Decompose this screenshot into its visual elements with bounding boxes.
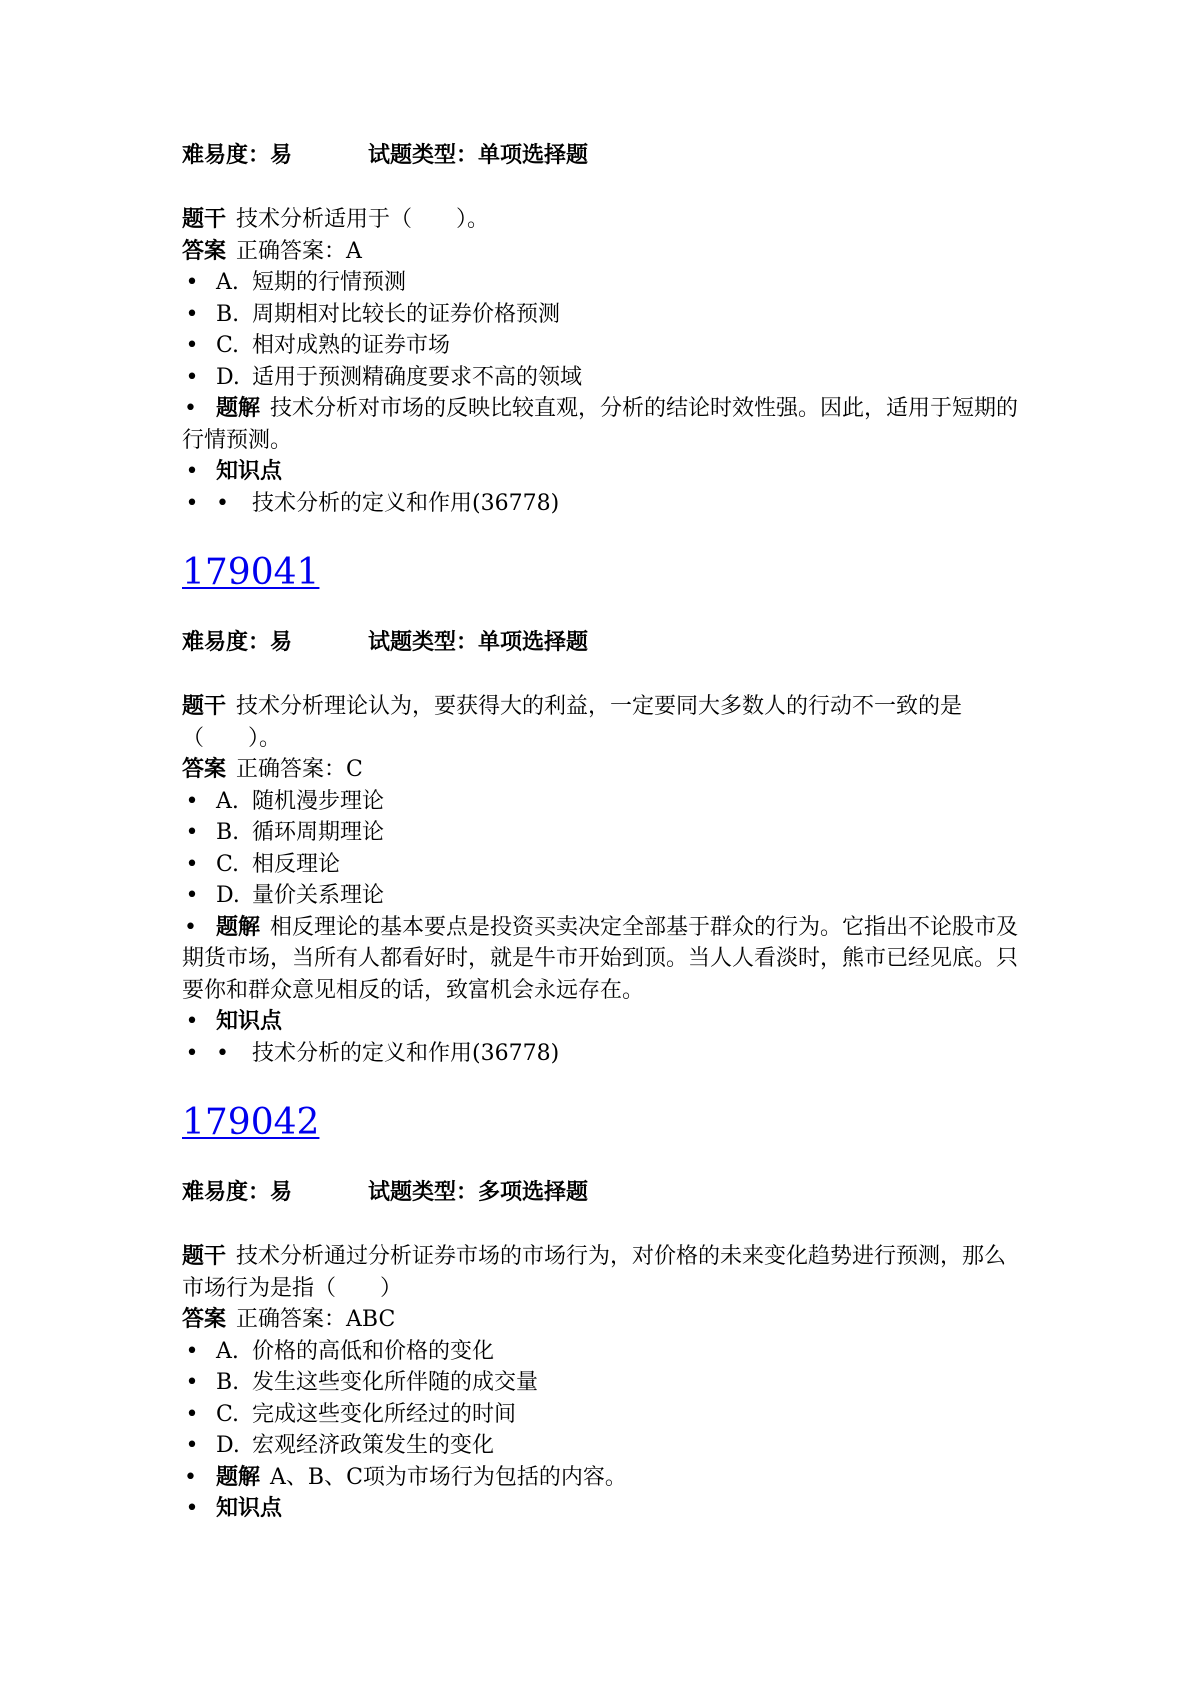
kp-label: 知识点	[216, 1496, 283, 1521]
explanation	[182, 393, 1022, 456]
explanation	[182, 1462, 1022, 1494]
question-block	[182, 1099, 1022, 1525]
option-item	[182, 267, 1022, 299]
explain-label: 题解	[216, 1464, 261, 1490]
question-block	[182, 140, 1022, 519]
sub-bullet-icon: •	[216, 490, 229, 516]
explain-label: 题解	[216, 396, 261, 421]
question-meta	[182, 140, 1022, 172]
explain-text: 技术分析对市场的反映比较直观，分析的结论时效性强。因此，适用于短期的行情预测。	[182, 396, 1019, 453]
knowledge-point-header	[182, 1493, 1022, 1525]
option-letter: C.	[216, 333, 240, 358]
difficulty-label: 难易度：	[182, 630, 271, 655]
type-value: 单项选择题	[478, 143, 589, 168]
question-stem	[182, 204, 1022, 236]
difficulty-value: 易	[270, 1180, 293, 1205]
stem-text: 技术分析适用于（ ）。	[236, 207, 490, 232]
bullet-icon: •	[184, 1464, 197, 1490]
option-text: 短期的行情预测	[252, 270, 407, 295]
option-text: 完成这些变化所经过的时间	[252, 1401, 517, 1427]
answer-label: 答案	[182, 1307, 227, 1332]
bullet-icon: •	[185, 1370, 199, 1395]
bullet-icon: •	[185, 1496, 199, 1521]
question-id	[182, 549, 1022, 597]
type-label: 试题类型：	[368, 1180, 479, 1205]
option-letter: D.	[216, 364, 240, 390]
option-text: 适用于预测精确度要求不高的领域	[252, 364, 583, 390]
bullet-icon: •	[185, 301, 199, 327]
option-letter: B.	[216, 1370, 240, 1395]
knowledge-point-item	[182, 1038, 1022, 1070]
kp-label: 知识点	[216, 1009, 283, 1034]
sub-bullet-icon: •	[216, 1040, 229, 1066]
option-item	[182, 849, 1022, 881]
bullet-icon: •	[185, 788, 199, 814]
answer-line	[182, 754, 1022, 786]
option-text: 相对成熟的证券市场	[252, 333, 451, 358]
kp-text: 技术分析的定义和作用(36778)	[252, 490, 560, 516]
question-meta	[182, 1177, 1022, 1209]
answer-text: 正确答案：C	[236, 757, 363, 782]
option-text: 相反理论	[252, 851, 341, 877]
option-letter: A.	[216, 1338, 239, 1364]
bullet-icon: •	[185, 851, 199, 877]
option-text: 量价关系理论	[252, 883, 385, 908]
bullet-icon: •	[184, 396, 197, 421]
bullet-icon: •	[185, 1401, 199, 1427]
option-item	[182, 1336, 1022, 1368]
explanation	[182, 912, 1022, 1007]
bullet-icon: •	[185, 883, 199, 908]
question-id-link[interactable]: 179042	[182, 1102, 320, 1143]
question-id	[182, 1099, 1022, 1147]
option-item	[182, 330, 1022, 362]
option-letter: B.	[216, 301, 240, 327]
knowledge-point-item	[182, 488, 1022, 520]
bullet-icon: •	[184, 914, 197, 940]
option-letter: B.	[216, 820, 240, 845]
option-item	[182, 786, 1022, 818]
knowledge-point-header	[182, 1006, 1022, 1038]
bullet-icon: •	[185, 1338, 199, 1364]
answer-text: 正确答案：A	[236, 238, 362, 264]
option-item	[182, 1367, 1022, 1399]
bullet-icon: •	[185, 364, 199, 390]
type-label: 试题类型：	[368, 630, 479, 655]
answer-line	[182, 1304, 1022, 1336]
option-item	[182, 362, 1022, 394]
bullet-icon: •	[185, 820, 199, 845]
explain-text: 相反理论的基本要点是投资买卖决定全部基于群众的行为。它指出不论股市及期货市场，当所有人都看好时，就是牛市开始到顶。当人人看淡时，熊市已经见底。只要你和群众意见相反的话，致富机会永远存在。	[182, 914, 1019, 1003]
option-text: 发生这些变化所伴随的成交量	[252, 1370, 539, 1395]
option-text: 随机漫步理论	[252, 788, 385, 814]
option-item	[182, 1430, 1022, 1462]
difficulty-value: 易	[270, 630, 293, 655]
question-stem	[182, 1241, 1022, 1304]
explain-text: A、B、C项为市场行为包括的内容。	[270, 1464, 627, 1490]
question-id-link[interactable]: 179041	[182, 552, 320, 593]
document-page	[182, 140, 1022, 1525]
option-letter: D.	[216, 883, 240, 908]
difficulty-label: 难易度：	[182, 1180, 271, 1205]
option-text: 宏观经济政策发生的变化	[252, 1433, 495, 1458]
answer-line	[182, 236, 1022, 268]
option-item	[182, 817, 1022, 849]
type-label: 试题类型：	[368, 143, 479, 168]
bullet-icon: •	[185, 1040, 199, 1066]
option-letter: D.	[216, 1433, 240, 1458]
kp-label: 知识点	[216, 459, 283, 484]
option-item	[182, 299, 1022, 331]
option-text: 周期相对比较长的证券价格预测	[252, 301, 561, 327]
option-item	[182, 1399, 1022, 1431]
question-stem	[182, 691, 1022, 754]
bullet-icon: •	[185, 490, 199, 516]
stem-text: 技术分析理论认为，要获得大的利益，一定要同大多数人的行动不一致的是（ ）。	[182, 694, 963, 751]
question-block	[182, 549, 1022, 1069]
bullet-icon: •	[185, 1433, 199, 1458]
stem-text: 技术分析通过分析证券市场的市场行为，对价格的未来变化趋势进行预测，那么市场行为是指（ ）	[182, 1244, 1007, 1301]
difficulty-value: 易	[270, 143, 293, 168]
option-letter: A.	[216, 270, 239, 295]
stem-label: 题干	[182, 207, 227, 232]
bullet-icon: •	[185, 270, 199, 295]
kp-text: 技术分析的定义和作用(36778)	[252, 1040, 560, 1066]
type-value: 单项选择题	[478, 630, 589, 655]
answer-label: 答案	[182, 757, 227, 782]
bullet-icon: •	[185, 459, 199, 484]
answer-text: 正确答案：ABC	[236, 1307, 396, 1332]
option-letter: C.	[216, 851, 240, 877]
option-letter: A.	[216, 788, 239, 814]
stem-label: 题干	[182, 694, 227, 719]
difficulty-label: 难易度：	[182, 143, 271, 168]
type-value: 多项选择题	[478, 1180, 589, 1205]
option-text: 价格的高低和价格的变化	[252, 1338, 495, 1364]
option-text: 循环周期理论	[252, 820, 385, 845]
option-item	[182, 880, 1022, 912]
bullet-icon: •	[185, 333, 199, 358]
stem-label: 题干	[182, 1244, 227, 1269]
option-letter: C.	[216, 1401, 240, 1427]
knowledge-point-header	[182, 456, 1022, 488]
answer-label: 答案	[182, 238, 227, 264]
question-meta	[182, 627, 1022, 659]
bullet-icon: •	[185, 1009, 199, 1034]
explain-label: 题解	[216, 914, 261, 940]
